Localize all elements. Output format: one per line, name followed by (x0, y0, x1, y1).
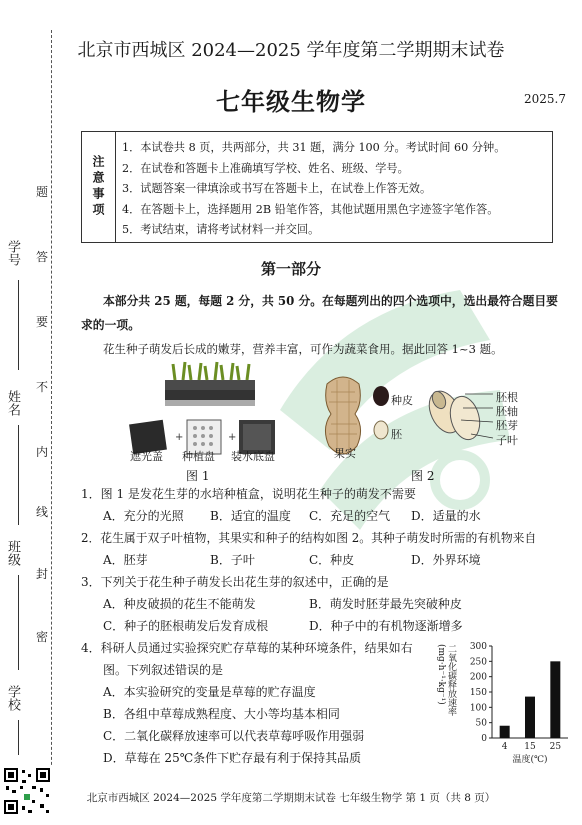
chart-y-tick-label: 0 (481, 734, 487, 744)
option-d: D．外界环境 (411, 553, 481, 567)
subject-title: 七年级生物学 (216, 87, 366, 116)
exam-title: 北京市西城区 2024—2025 学年度第二学期期末试卷 (77, 40, 505, 61)
svg-text:+: + (175, 432, 184, 443)
context-text: 花生种子萌发后长成的嫩芽，营养丰富，可作为蔬菜食用。据此回答 1~3 题。 (103, 342, 503, 356)
co2-chart (434, 638, 574, 766)
notice-heading-cell (82, 132, 116, 242)
chart-y-tick-label: 100 (469, 703, 487, 714)
option-c: C．充足的空气 (309, 509, 391, 523)
option-a: A．本实验研究的变量是草莓的贮存温度 (103, 685, 316, 699)
notice-box (81, 131, 553, 243)
chart-x-tick-label: 25 (549, 742, 562, 752)
fig2-label-plumule: 胚芽 (496, 419, 518, 432)
chart-y-tick-label: 250 (469, 657, 487, 668)
svg-text:+: + (228, 432, 237, 443)
chart-y-label: 二氧化碳释放速率 (mg·h⁻¹·kg⁻¹) (436, 644, 456, 716)
option-a: A．充分的光照 (103, 509, 184, 523)
part-intro-line1: 本部分共 25 题，每题 2 分，共 50 分。在每题列出的四个选项中，选出最符合题目要 (103, 294, 558, 308)
notice-list (122, 138, 505, 241)
option-d: D．种子中的有机物逐渐增多 (309, 619, 463, 633)
class-line (18, 575, 19, 670)
notice-item: 4．在答题卡上，选择题用 2B 铅笔作答，其他试题用黑色字迹签字笔作答。 (122, 202, 499, 216)
fig1-label-tray: 种植盘 (182, 450, 215, 463)
fig2-caption: 图 2 (411, 469, 435, 483)
part-intro-line2: 求的一项。 (81, 318, 140, 332)
sidebar-char: 要 (36, 315, 49, 329)
fig2-label-fruit: 果实 (334, 447, 356, 460)
chart-x-tick-label: 4 (501, 742, 508, 752)
chart-y-tick-label: 200 (469, 672, 487, 683)
sidebar-char: 封 (36, 567, 49, 581)
page-footer: 北京市西城区 2024—2025 学年度第二学期期末试卷 七年级生物学 第 1 页（共 8 页） (86, 792, 496, 804)
exam-date: 2025.7 (524, 92, 566, 106)
part-heading: 第一部分 (260, 260, 321, 278)
chart-bar (550, 661, 560, 738)
chart-y-tick-label: 300 (469, 642, 487, 652)
option-c: C．种子的胚根萌发后发育成根 (103, 619, 269, 633)
option-d: D．适量的水 (411, 509, 481, 523)
chart-x-tick-label: 15 (524, 742, 536, 752)
question-stem: 3．下列关于花生种子萌发长出花生芽的叙述中，正确的是 (81, 575, 389, 589)
chart-y-tick-label: 50 (475, 718, 487, 729)
fig2-label-embryo: 胚 (391, 428, 402, 441)
sidebar-char: 内 (36, 445, 49, 459)
student-id-line (18, 280, 19, 370)
option-c: C．二氧化碳释放速率可以代表草莓呼吸作用强弱 (103, 729, 365, 743)
notice-heading: 注意事项 (91, 155, 105, 219)
question-stem-line2: 图。下列叙述错误的是 (103, 663, 224, 677)
sidebar-char: 不 (36, 380, 49, 394)
sidebar-char: 线 (36, 505, 49, 519)
fig2-label-hypocotyl: 胚轴 (496, 405, 518, 418)
fig2-label-cotyledon: 子叶 (496, 434, 518, 447)
option-b: B．子叶 (210, 553, 255, 567)
notice-item: 2．在试卷和答题卡上准确填写学校、姓名、班级、学号。 (122, 161, 409, 175)
chart-y-tick-label: 150 (469, 688, 487, 698)
sidebar-char: 题 (36, 185, 49, 199)
student-id-label: 学号 (5, 240, 20, 266)
option-a: A．胚芽 (103, 553, 148, 567)
notice-item: 1．本试卷共 8 页，共两部分，共 31 题，满分 100 分。考试时间 60 分钟。 (122, 141, 506, 154)
name-label: 姓名 (5, 390, 20, 416)
notice-item: 5．考试结束，请将考试材料一并交回。 (122, 223, 320, 236)
school-label: 学校 (5, 685, 20, 711)
class-label: 班级 (5, 540, 20, 566)
option-c: C．种皮 (309, 553, 355, 567)
question-stem: 2．花生属于双子叶植物，其果实和种子的结构如图 2。其种子萌发时所需的有机物来自 (81, 531, 537, 545)
school-line (18, 720, 19, 755)
option-b: B．各组中草莓成熟程度、大小等均基本相同 (103, 707, 340, 721)
fig1-label-basin: 装水底盘 (231, 450, 275, 463)
option-b: B．适宜的温度 (210, 509, 291, 523)
fig1-caption: 图 1 (186, 469, 210, 483)
fig2-label-radicle: 胚根 (496, 391, 518, 404)
fig2-label-seed-coat: 种皮 (391, 394, 413, 407)
binding-line (51, 30, 52, 790)
option-d: D．草莓在 25℃条件下贮存最有利于保持其品质 (103, 751, 362, 765)
question-stem-line1: 4．科研人员通过实验探究贮存草莓的某种环境条件，结果如右 (81, 641, 413, 655)
chart-x-label: 温度(℃) (512, 755, 548, 765)
sidebar-char: 答 (36, 250, 49, 264)
option-b: B．萌发时胚芽最先突破种皮 (309, 597, 462, 611)
question-stem: 1．图 1 是发花生芽的水培种植盒，说明花生种子的萌发不需要 (81, 487, 416, 501)
chart-bar (525, 697, 535, 738)
notice-item: 3．试题答案一律填涂或书写在答题卡上，在试卷上作答无效。 (122, 182, 432, 195)
chart-bar (500, 726, 510, 738)
name-line (18, 425, 19, 525)
sidebar-char: 密 (36, 630, 49, 644)
fig1-label-cover: 遮光盖 (130, 450, 163, 463)
option-a: A．种皮破损的花生不能萌发 (103, 597, 256, 611)
